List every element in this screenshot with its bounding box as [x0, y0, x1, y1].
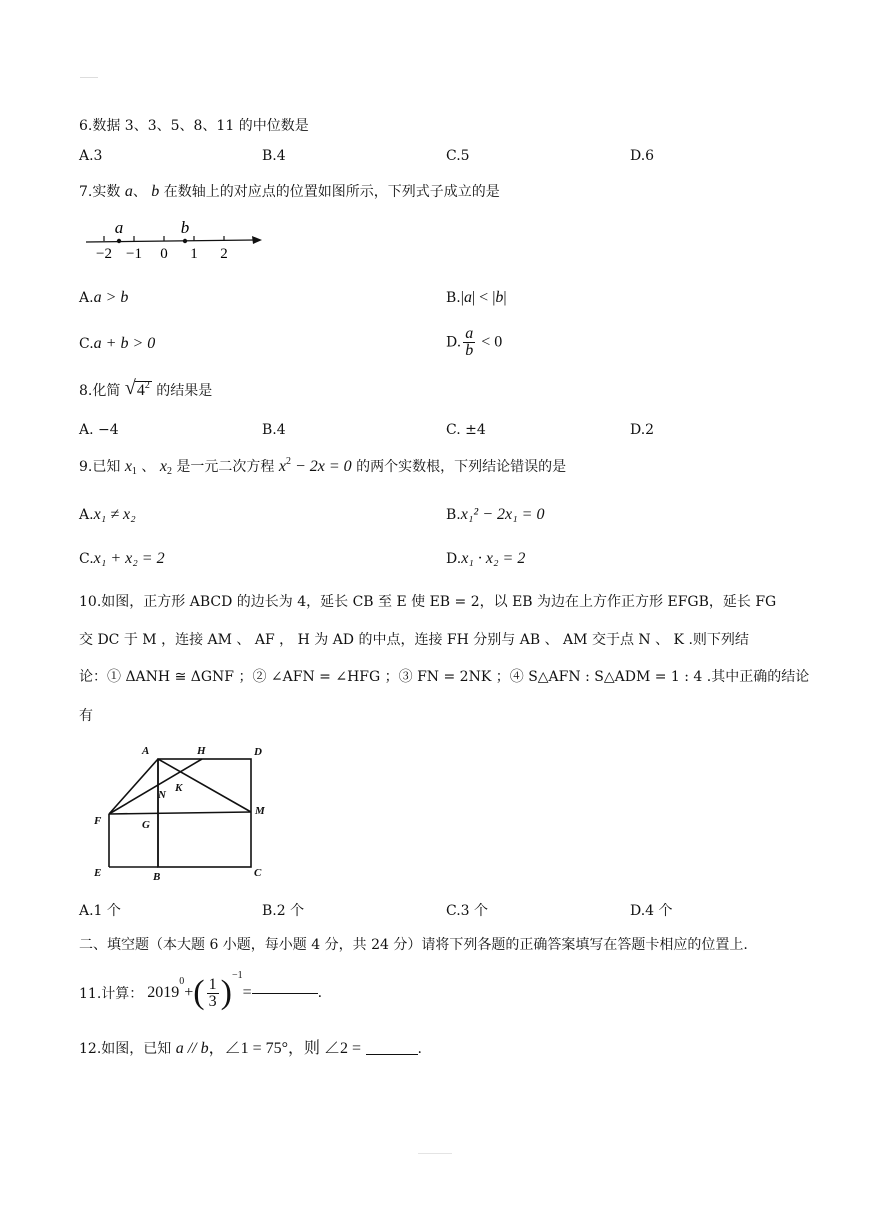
figure-vertex-label: H — [197, 745, 206, 757]
q10-option-d: D.4 个 — [630, 903, 673, 919]
q8-stem — [79, 377, 213, 400]
number-line-tick-label: 0 — [160, 246, 168, 262]
q7-option-b-a: a — [463, 289, 472, 306]
q12-line — [79, 1035, 422, 1058]
q9-option-a — [79, 506, 136, 524]
q12-end: . — [417, 1041, 422, 1057]
section2-heading: 二、填空题（本大题 6 小题，每小题 4 分，共 24 分）请将下列各题的正确答案填写在答题卡相应的位置上. — [79, 937, 748, 953]
q12-parallel: a // b — [175, 1040, 209, 1057]
q9-stem-suffix: 的两个实数根，下列结论错误的是 — [356, 459, 567, 475]
q8-exponent: 2 — [144, 380, 150, 391]
q9-option-c — [79, 550, 165, 568]
q7-var-a: a — [124, 183, 133, 200]
q12-ask: ，则 ∠2 = — [288, 1040, 362, 1057]
q8-stem-suffix: 的结果是 — [156, 383, 213, 399]
q6-option-d: D.6 — [630, 148, 655, 164]
q9-option-b-letter: B. — [446, 507, 461, 523]
q11-plus: + — [184, 984, 194, 1001]
figure-vertex-label: G — [142, 819, 150, 831]
q9-x1-sub: 1 — [131, 466, 137, 477]
figure-vertex-label: N — [158, 789, 166, 801]
number-line-point-label: a — [114, 218, 124, 237]
q10-option-b: B.2 个 — [262, 903, 305, 919]
segment-fm — [109, 812, 251, 814]
q7-option-a-expr: a > b — [93, 289, 129, 306]
number-line-tick-label: 2 — [220, 246, 228, 262]
q10-line-4: 有 — [79, 708, 93, 724]
q7-option-a-letter: A. — [79, 290, 94, 306]
q11-line: 11.计算： 2019 0 + ( $\frac{1}{3}$ ) −1 = . — [79, 970, 323, 1011]
q10-option-a: A.1 个 — [79, 903, 121, 919]
q11-base: 2019 — [147, 984, 180, 1001]
figure-vertex-label: M — [255, 805, 265, 817]
q6-option-c: C.5 — [446, 148, 470, 164]
q11-exp0: 0 — [179, 976, 185, 987]
figure-vertex-label: B — [153, 871, 161, 883]
q7-stem — [79, 181, 500, 201]
q12-answer-blank[interactable] — [366, 1054, 418, 1055]
q9-option-a-expr: x₁ ≠ x₂ — [93, 506, 136, 523]
figure-vertex-label: D — [254, 746, 262, 758]
q11-frac-den: 3 — [208, 992, 217, 1010]
page-bottom-mark — [418, 1153, 452, 1154]
segment-fh — [109, 759, 202, 814]
q10-line-2: 交 DC 于 M ，连接 AM 、 AF ， H 为 AD 的中点，连接 FH 分别与 AB 、 AM 交于点 N 、 K .则下列结 — [79, 632, 749, 648]
q9-x1: x — [124, 458, 132, 475]
q7-option-d-denominator: b — [465, 342, 474, 359]
q8-radicand: 4 — [136, 382, 145, 399]
q11-end: . — [317, 985, 323, 1001]
q9-sep: 、 — [136, 459, 156, 475]
segment-af — [109, 759, 158, 814]
q11-answer-blank[interactable] — [252, 993, 318, 994]
q9-option-b — [446, 506, 544, 524]
q7-option-c-expr: a + b > 0 — [93, 335, 156, 352]
q8-sqrt: √ $4^2$ — [124, 377, 150, 399]
q9-x2: x — [159, 458, 167, 475]
q7-option-c-letter: C. — [79, 336, 94, 352]
q9-option-d-letter: D. — [446, 551, 462, 567]
q7-option-b-lt: < — [475, 289, 493, 306]
q11-prefix: 11.计算： — [79, 986, 144, 1002]
q10-option-c: C.3 个 — [446, 903, 489, 919]
q6-option-a: A.3 — [79, 148, 103, 164]
q8-option-b: B.4 — [262, 422, 286, 438]
figure-vertex-label: E — [94, 867, 102, 879]
q9-x2-sub: 2 — [166, 466, 172, 477]
number-line-point — [183, 239, 187, 243]
q11-equals: = — [242, 984, 252, 1001]
q9-equation-rest: − 2x = 0 — [290, 458, 352, 475]
q9-stem — [79, 456, 566, 477]
q11-frac-num: 1 — [208, 975, 217, 993]
q7-option-d-numerator: a — [465, 325, 474, 342]
q9-option-c-expr: x₁ + x₂ = 2 — [93, 550, 165, 567]
q12-angle1: ，∠1 = 75° — [208, 1040, 289, 1057]
q9-mid: 是一元二次方程 — [176, 459, 275, 475]
segment-am — [158, 759, 251, 812]
q8-option-a: A. −4 — [79, 422, 119, 438]
q9-equation-exp: 2 — [285, 456, 291, 467]
figure-vertex-label: C — [254, 867, 262, 879]
q7-option-d-letter: D. — [446, 334, 462, 351]
q10-line-3: 论：① ΔANH ≅ ΔGNF ；② ∠AFN = ∠HFG ；③ FN = 2NK ；④ S△AFN : S△ADM = 1 : 4 .其中正确的结论 — [79, 669, 810, 685]
q12-prefix: 12.如图，已知 — [79, 1041, 172, 1057]
figure-vertex-label: A — [142, 745, 150, 757]
number-line-point-label: b — [180, 218, 190, 237]
q9-option-d — [446, 550, 525, 568]
q8-option-d: D.2 — [630, 422, 655, 438]
q7-option-c — [79, 335, 155, 353]
q7-option-b-b: b — [495, 289, 504, 306]
q9-option-c-letter: C. — [79, 551, 94, 567]
q9-option-a-letter: A. — [79, 507, 94, 523]
q7-option-d — [446, 326, 502, 359]
q7-option-d-rest: < 0 — [477, 333, 503, 351]
q7-number-line — [84, 218, 274, 266]
q7-var-b: b — [151, 183, 160, 200]
q7-stem-suffix: 在数轴上的对应点的位置如图所示，下列式子成立的是 — [163, 184, 500, 200]
q8-stem-prefix: 8.化简 — [79, 383, 121, 399]
figure-vertex-label: K — [175, 782, 183, 794]
q10-line-1: 10.如图，正方形 ABCD 的边长为 4，延长 CB 至 E 使 EB = 2，以 EB 为边在上方作正方形 EFGB，延长 FG — [79, 594, 777, 610]
q7-stem-prefix: 7.实数 — [79, 184, 121, 200]
q9-option-d-expr: x₁ · x₂ = 2 — [461, 550, 526, 567]
number-line-tick-label: −2 — [96, 246, 112, 262]
q7-sep: 、 — [132, 184, 147, 200]
q7-option-b-letter: B. — [446, 290, 461, 306]
q9-option-b-expr: x₁² − 2x₁ = 0 — [460, 506, 545, 523]
q7-option-b: B.|a| < |b| — [446, 289, 507, 306]
number-line-point — [117, 239, 121, 243]
q6-option-b: B.4 — [262, 148, 286, 164]
q7-option-d-fraction — [463, 326, 475, 359]
q10-geometry-figure — [90, 740, 280, 885]
q11-fraction — [207, 977, 219, 1010]
q8-option-c: C. ±4 — [446, 422, 486, 438]
q7-option-a — [79, 289, 128, 307]
figure-vertex-label: F — [94, 815, 102, 827]
number-line-tick-label: −1 — [126, 246, 142, 262]
page-top-mark — [80, 77, 98, 78]
q9-equation-x: x — [278, 458, 286, 475]
q11-exp-neg1: −1 — [231, 970, 243, 981]
q9-stem-prefix: 9.已知 — [79, 459, 121, 475]
number-line-tick-label: 1 — [190, 246, 198, 262]
q6-stem: 6.数据 3、3、5、8、11 的中位数是 — [79, 118, 309, 134]
